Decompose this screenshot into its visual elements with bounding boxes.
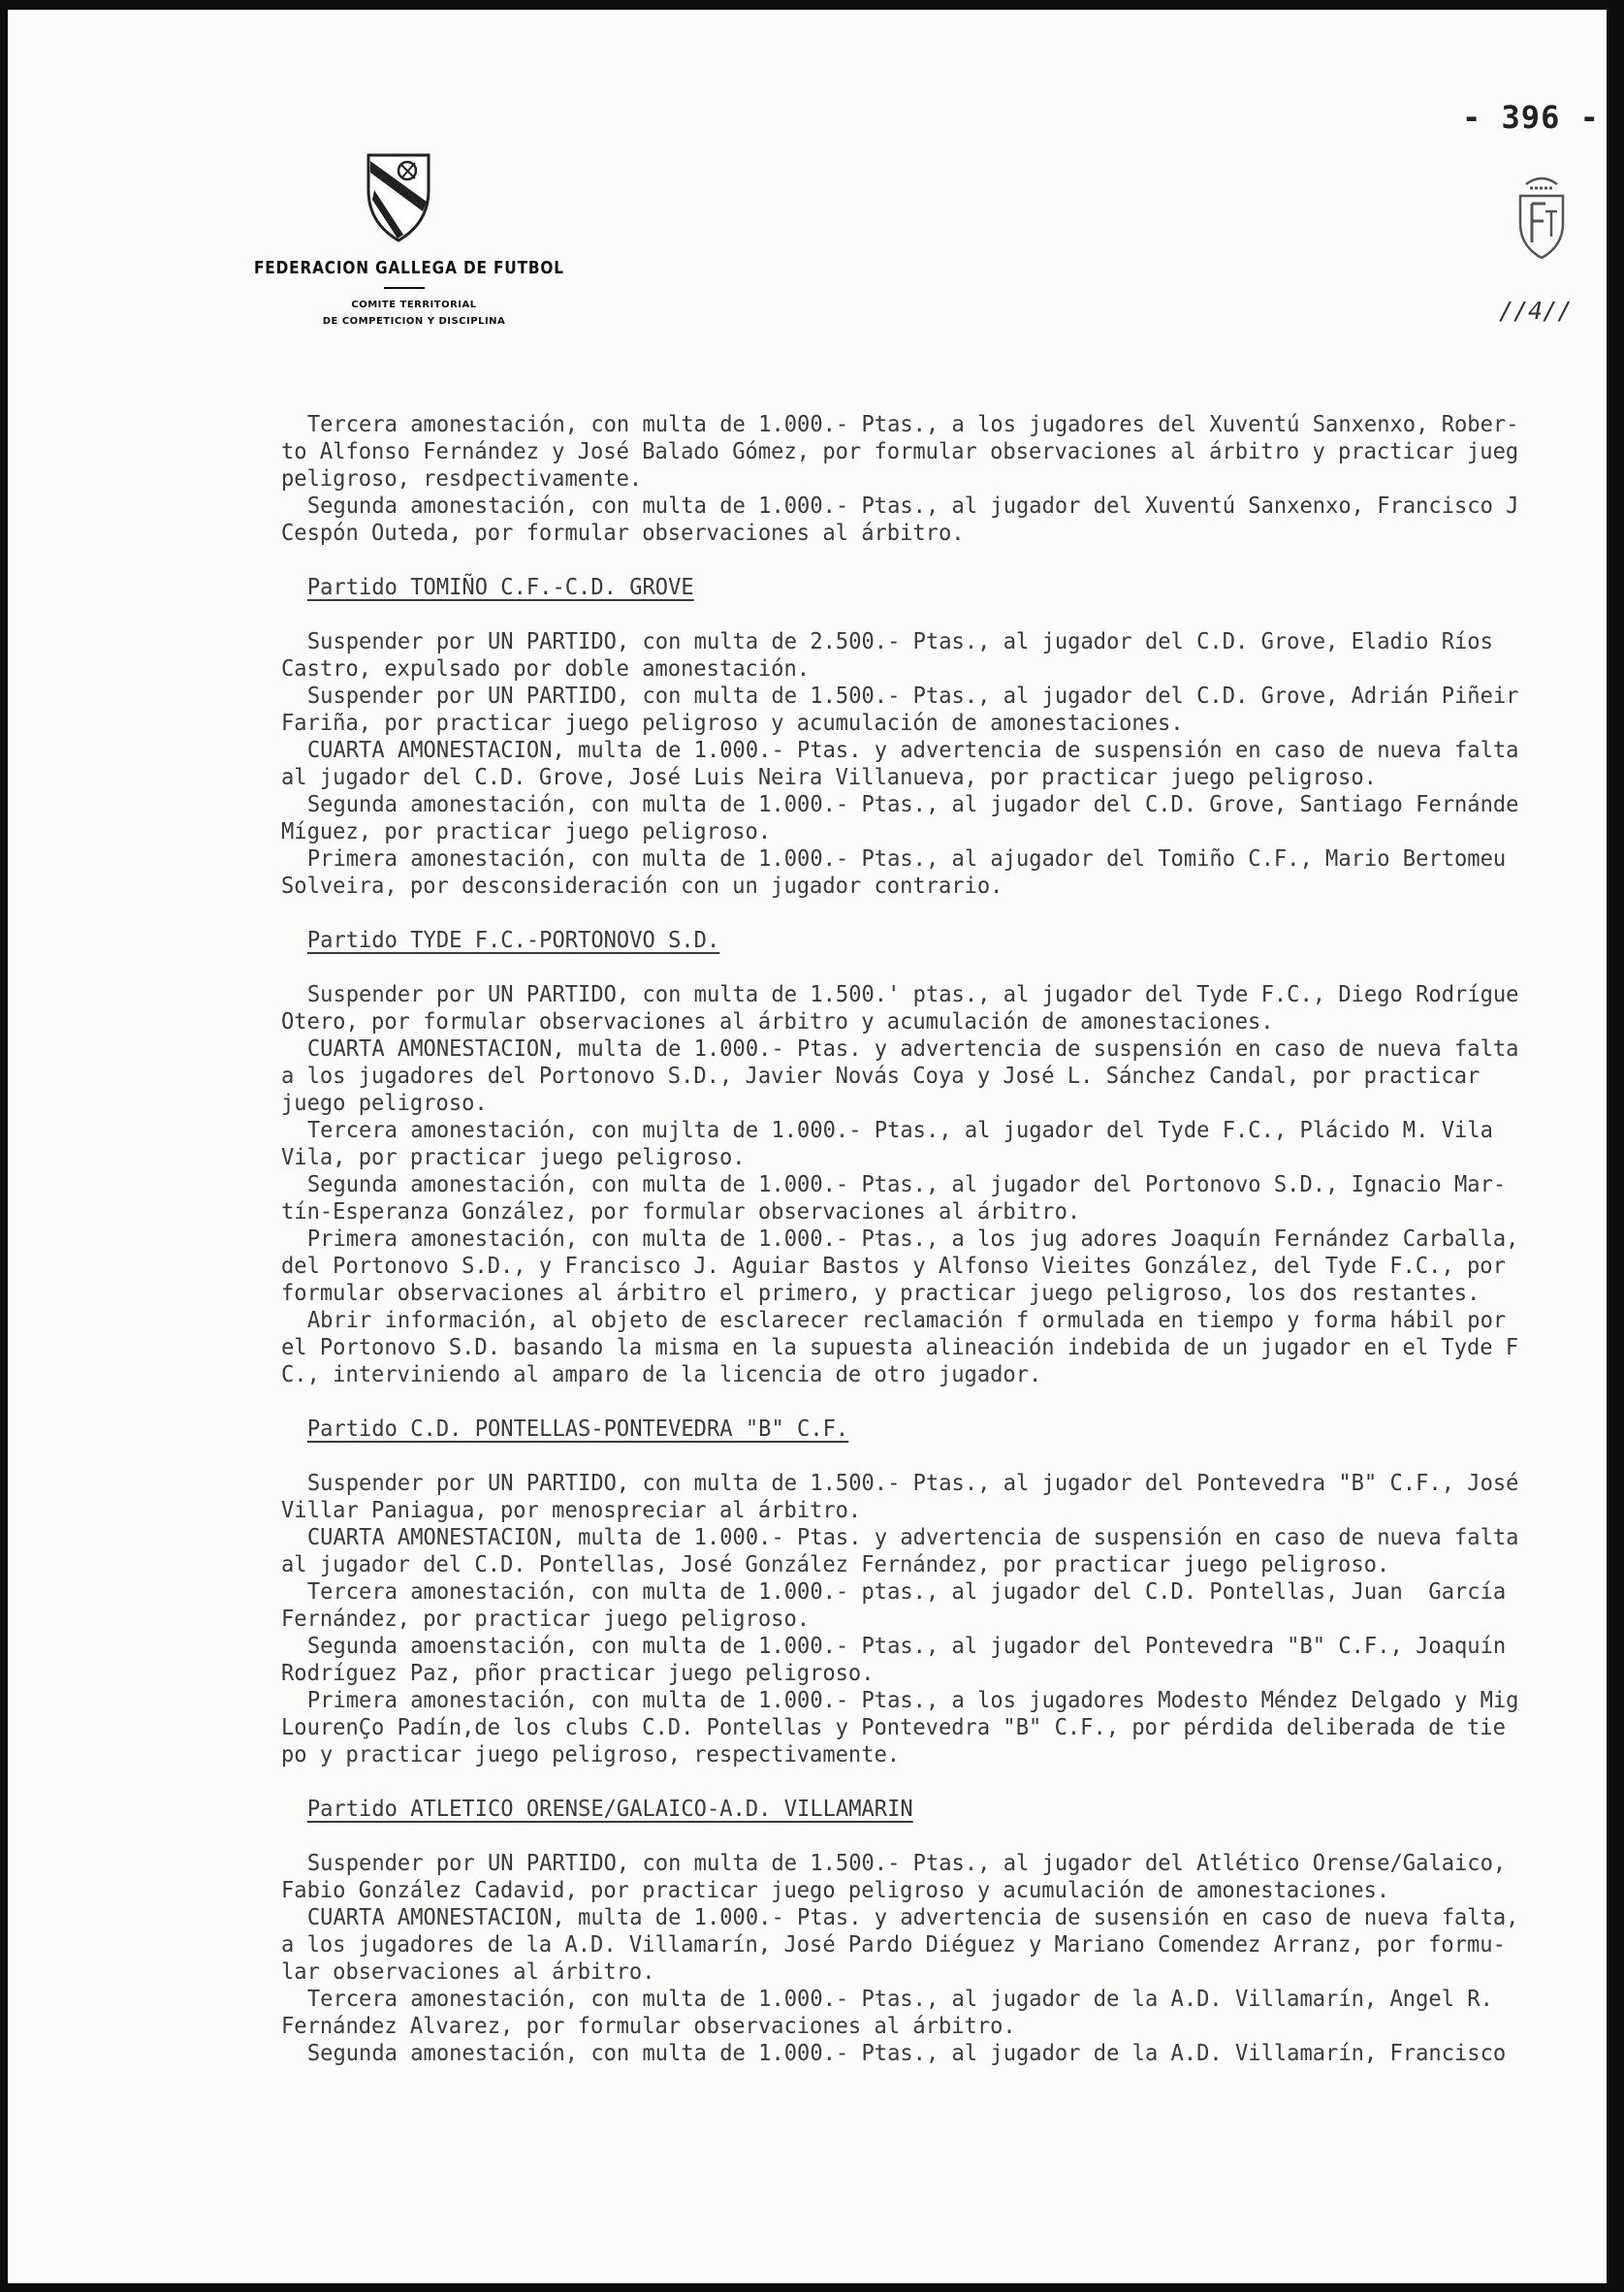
match-heading: Partido C.D. PONTELLAS-PONTEVEDRA "B" C.F.	[306, 1417, 849, 1442]
sanction-paragraph: Segunda amonestación, con multa de 1.000.- Ptas., al jugador del C.D. Grove, Santiago Fernánde Míguez, por practicar juego peligroso.	[281, 792, 1519, 844]
committee-line-1: COMITE TERRITORIAL	[351, 300, 477, 310]
sanction-paragraph: CUARTA AMONESTACION, multa de 1.000.- Ptas. y advertencia de susensión en caso de nueva falta, a los jugadores de la A.D. Villamarín, José Pardo Diéguez y Mariano Comendez Arranz, por formu- lar observaciones al árbitro.	[281, 1905, 1519, 1985]
sanction-paragraph: Suspender por UN PARTIDO, con multa de 2.500.- Ptas., al jugador del C.D. Grove, Eladio Ríos Castro, expulsado por doble amonestación.	[281, 629, 1493, 682]
spanish-federation-crest-icon	[1513, 169, 1571, 262]
match-heading: Partido TYDE F.C.-PORTONOVO S.D.	[306, 928, 720, 953]
sanction-paragraph: Suspender por UN PARTIDO, con multa de 1.500.- Ptas., al jugador del Pontevedra "B" C.F., José Villar Paniagua, por menospreciar al árbitro.	[281, 1471, 1519, 1523]
sanction-paragraph: Segunda amonestación, con multa de 1.000.- Ptas., al jugador del Portonovo S.D., Ignacio Mar- tín-Esperanza González, por formular observaciones al árbitro.	[281, 1172, 1507, 1225]
committee-line-2: DE COMPETICION Y DISCIPLINA	[322, 316, 506, 327]
page-number: - 396 -	[1462, 99, 1600, 136]
document-body	[281, 411, 1551, 2067]
document-page	[8, 10, 1607, 2283]
sanction-paragraph: Tercera amonestación, con mujlta de 1.000.- Ptas., al jugador del Tyde F.C., Plácido M. Vila Vila, por practicar juego peligroso.	[281, 1118, 1493, 1170]
sanction-paragraph: CUARTA AMONESTACION, multa de 1.000.- Ptas. y advertencia de suspensión en caso de nueva falta al jugador del C.D. Pontellas, José González Fernández, por practicar juego peligroso.	[281, 1525, 1519, 1577]
sanction-paragraph: CUARTA AMONESTACION, multa de 1.000.- Ptas. y advertencia de suspensión en caso de nueva falta al jugador del C.D. Grove, José Luis Neira Villanueva, por practicar juego peligroso.	[281, 738, 1519, 790]
sanction-paragraph: Suspender por UN PARTIDO, con multa de 1.500.' ptas., al jugador del Tyde F.C., Diego Rodrígue Otero, por formular observaciones al árbitro y acumulación de amonestaciones.	[281, 982, 1519, 1035]
sanction-paragraph: CUARTA AMONESTACION, multa de 1.000.- Ptas. y advertencia de suspensión en caso de nueva falta a los jugadores del Portonovo S.D., Javier Novás Coya y José L. Sánchez Candal, por practicar juego peligroso.	[281, 1036, 1519, 1116]
intro-paragraph: Segunda amonestación, con multa de 1.000.- Ptas., al jugador del Xuventú Sanxenxo, Francisco J Cespón Outeda, por formular observaciones al árbitro.	[281, 493, 1519, 546]
committee-name	[273, 297, 555, 330]
sanction-paragraph: Primera amonestación, con multa de 1.000.- Ptas., a los jug adores Joaquín Fernández Carballa, del Portonovo S.D., y Francisco J. Aguiar Bastos y Alfonso Vieites González, del Tyde F.C., por formular observaciones al árbitro el primero, y practicar juego peligroso, los dos restantes.	[281, 1226, 1519, 1306]
sanction-paragraph: Tercera amonestación, con multa de 1.000.- ptas., al jugador del C.D. Pontellas, Juan García Fernández, por practicar juego peligroso.	[281, 1579, 1507, 1632]
sanction-paragraph: Segunda amonestación, con multa de 1.000.- Ptas., al jugador de la A.D. Villamarín, Francisco	[306, 2041, 1507, 2066]
sanction-paragraph: Primera amonestación, con multa de 1.000.- Ptas., a los jugadores Modesto Méndez Delgado y Mig LourenÇo Padín,de los clubs C.D. Pontellas y Pontevedra "B" C.F., por pérdida deliberada de tie po y practicar juego peligroso, respectivamente.	[281, 1688, 1519, 1767]
sanction-paragraph: Abrir información, al objeto de esclarecer reclamación f ormulada en tiempo y forma hábil por el Portonovo S.D. basando la misma en la supuesta alineación indebida de un jugador en el Tyde F C., interviniendo al amparo de la licencia de otro jugador.	[281, 1308, 1519, 1387]
match-heading: Partido TOMIÑO C.F.-C.D. GROVE	[306, 575, 694, 600]
match-heading: Partido ATLETICO ORENSE/GALAICO-A.D. VILLAMARIN	[306, 1797, 913, 1822]
sanction-paragraph: Primera amonestación, con multa de 1.000.- Ptas., al ajugador del Tomiño C.F., Mario Bertomeu Solveira, por desconsideración con un jugador contrario.	[281, 846, 1507, 899]
federation-name: FEDERACION GALLEGA DE FUTBOL	[254, 258, 564, 278]
federation-crest-icon	[365, 151, 432, 244]
sanction-paragraph: Suspender por UN PARTIDO, con multa de 1.500.- Ptas., al jugador del Atlético Orense/Galaico, Fabio González Cadavid, por practicar juego peligroso y acumulación de amonestaciones.	[281, 1851, 1507, 1903]
sanction-paragraph: Segunda amoenstación, con multa de 1.000.- Ptas., al jugador del Pontevedra "B" C.F., Joaquín Rodríguez Paz, pñor practicar juego peligroso.	[281, 1634, 1507, 1686]
intro-paragraph: Tercera amonestación, con multa de 1.000.- Ptas., a los jugadores del Xuventú Sanxenxo, Rober- to Alfonso Fernández y José Balado Gómez, por formular observaciones al árbitro y practicar jueg peligroso, resdpectivamente.	[281, 412, 1519, 492]
header-divider	[384, 287, 425, 289]
sanction-paragraph: Tercera amonestación, con multa de 1.000.- Ptas., al jugador de la A.D. Villamarín, Angel R. Fernández Alvarez, por formular observaciones al árbitro.	[281, 1987, 1493, 2039]
reference-code: //4//	[1499, 297, 1573, 325]
sanction-paragraph: Suspender por UN PARTIDO, con multa de 1.500.- Ptas., al jugador del C.D. Grove, Adrián Piñeir Fariña, por practicar juego peligroso y acumulación de amonestaciones.	[281, 684, 1519, 736]
